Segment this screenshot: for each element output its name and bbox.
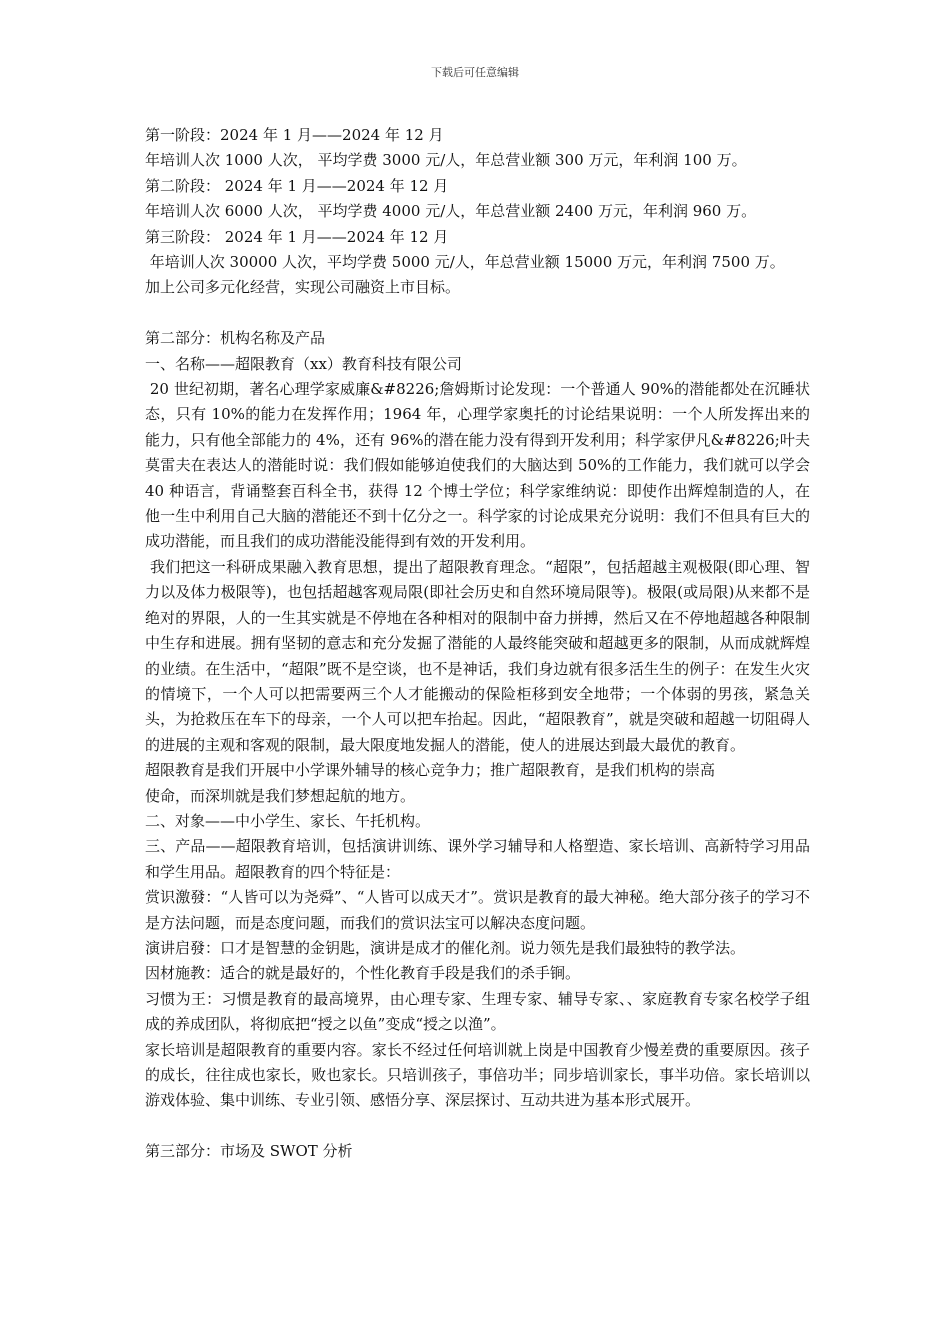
- core-competence-line-1: 超限教育是我们开展中小学课外辅导的核心竞争力；推广超限教育，是我们机构的崇高: [145, 761, 716, 780]
- core-competence-line-2: 使命，而深圳就是我们梦想起航的地方。: [145, 786, 416, 805]
- page-header: 下载后可任意编辑: [431, 66, 519, 79]
- part2-heading: 第二部分：机构名称及产品: [145, 329, 326, 348]
- spacer: [145, 301, 810, 326]
- stage-1-title: 第一阶段：2024 年 1 月——2024 年 12 月: [145, 126, 444, 144]
- potential-research-paragraph: 20 世纪初期，著名心理学家威廉&#8226;詹姆斯讨论发现：一个普通人 90%的潜能都处在沉睡状态，只有 10%的能力在发挥作用；1964 年，心理学家奥托的讨论结果说明：一个人所发挥出来的能力，只有他全部能力的 4%，还有 96%的潜在能力没有得到开发利用；科学家伊凡&#8226;叶夫莫雷夫在表达人的潜能时说：我们假如能够迫使我们的大脑达到 50%的工作能力，我们就可以学会 40 种语言，背诵整套百科全书，获得 12 个博士学位；科学家维纳说：即使作出辉煌制造的人，在他一生中利用自己大脑的潜能还不到十亿分之一。科学家的讨论成果充分说明：我们不但具有巨大的成功潜能，而且我们的成功潜能没能得到有效的开发利用。: [145, 380, 815, 551]
- spacer: [145, 1114, 810, 1139]
- beyond-limits-paragraph: 我们把这一科研成果融入教育思想，提出了超限教育理念。“超限”，包括超越主观极限(即心理、智力以及体力极限等)，也包括超越客观局限(即社会历史和自然环境局限等)。极限(或局限)从来都不是绝对的界限，人的一生其实就是不停地在各种相对的限制中奋力拼搏，然后又在不停地超越各种限制中生存和进展。拥有坚韧的意志和充分发掘了潜能的人最终能突破和超越更多的限制，从而成就辉煌的业绩。在生活中，“超限”既不是空谈，也不是神话，我们身边就有很多活生生的例子：在发生火灾的情境下，一个人可以把需要两三个人才能搬动的保险柜移到安全地带；一个体弱的男孩，紧急关头，为抢救压在车下的母亲，一个人可以把车抬起。因此，“超限教育”，就是突破和超越一切阻碍人的进展的主观和客观的限制，最大限度地发掘人的潜能，使人的进展达到最大最优的教育。: [145, 557, 810, 754]
- target-audience-line: 二、对象——中小学生、家长、午托机构。: [145, 811, 431, 830]
- stage-3-detail: 年培训人次 30000 人次，平均学费 5000 元/人，年总营业额 15000 万元，年利润 7500 万。: [145, 253, 785, 272]
- stage-2-title: 第二阶段： 2024 年 1 月——2024 年 12 月: [145, 176, 449, 195]
- stage-1-detail: 年培训人次 1000 人次， 平均学费 3000 元/人，年总营业额 300 万元，年利润 100 万。: [145, 151, 747, 170]
- feature-habits: 习惯为王：习惯是教育的最高境界，由心理专家、生理专家、辅导专家、、家庭教育专家名校学子组成的养成团队，将彻底把“授之以鱼”变成“授之以渔”。: [145, 989, 810, 1034]
- stage-note: 加上公司多元化经营，实现公司融资上市目标。: [145, 278, 461, 297]
- feature-appreciation: 赏识激發：“人皆可以为尧舜”、“人皆可以成天才”。赏识是教育的最大神秘。绝大部分孩子的学习不是方法问题，而是态度问题，而我们的赏识法宝可以解决态度问题。: [145, 888, 810, 932]
- parent-training-paragraph: 家长培训是超限教育的重要内容。家长不经过任何培训就上岗是中国教育少慢差费的重要原因。孩子的成长，往往成也家长，败也家长。只培训孩子，事倍功半；同步培训家长，事半功倍。家长培训以游戏体验、集中训练、专业引领、感悟分享、深层探讨、互动共进为基本形式展开。: [145, 1040, 810, 1110]
- products-paragraph: 三、产品——超限教育培训，包括演讲训练、课外学习辅导和人格塑造、家长培训、高新特学习用品和学生用品。超限教育的四个特征是：: [145, 837, 810, 881]
- company-name-line: 一、名称——超限教育（xx）教育科技有限公司: [145, 354, 462, 373]
- feature-speech: 演讲启發：口才是智慧的金钥匙，演讲是成才的催化剂。说力领先是我们最独特的教学法。: [145, 938, 746, 957]
- document-body: [145, 123, 815, 1165]
- stage-3-title: 第三阶段： 2024 年 1 月——2024 年 12 月: [145, 227, 449, 246]
- stage-2-detail: 年培训人次 6000 人次， 平均学费 4000 元/人，年总营业额 2400 万元，年利润 960 万。: [145, 202, 757, 221]
- part3-heading: 第三部分：市场及 SWOT 分析: [145, 1142, 353, 1161]
- feature-individualized: 因材施教：适合的就是最好的，个性化教育手段是我们的杀手锏。: [145, 964, 581, 983]
